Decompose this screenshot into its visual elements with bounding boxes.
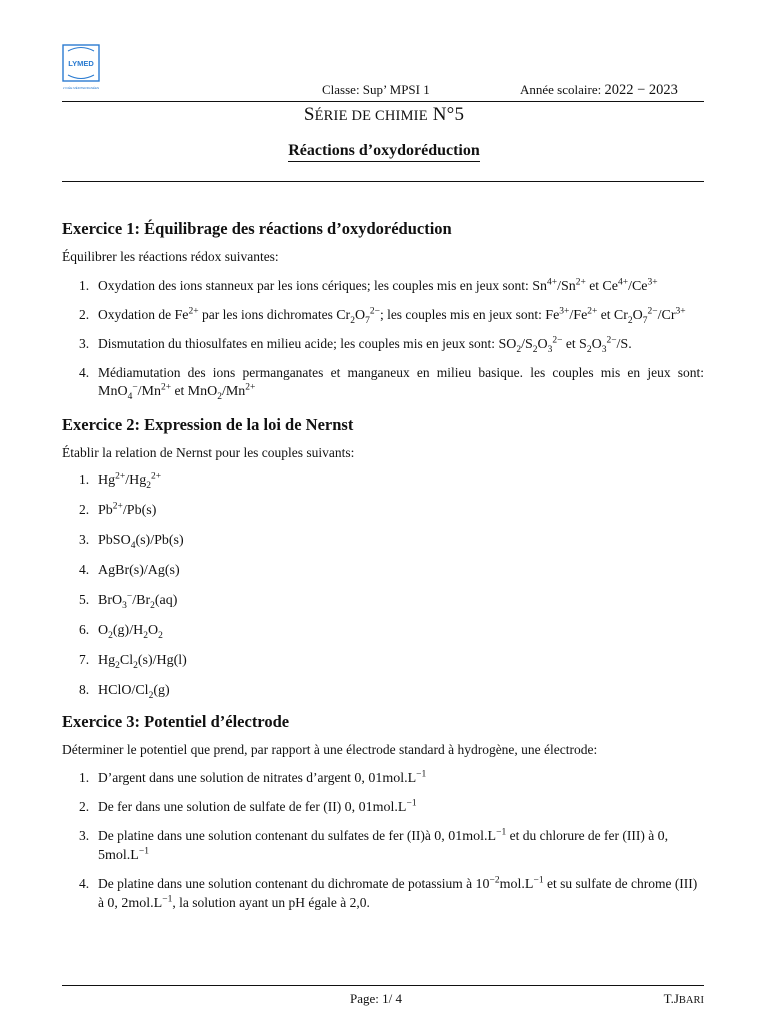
list-item: 2. Oxydation de $Fe^{2+}$ par les ions dichromates $Cr_2O_7^{2-}$; les couples mis en jeux sont: $Fe^{3+}/Fe^{2+}$ et $Cr_2O_7^{2-}/Cr^{3+}$ — [79, 306, 686, 326]
list-item: 3. De platine dans une solution contenant du sulfates de fer (II)à 0, $01mol.L^{-1}$ et du chlorure de fer (III) à 0, $5mol.L^{-1}$ — [79, 827, 669, 863]
school-logo — [62, 44, 100, 92]
logo-subtext: LYCÉE MÉDITERRANÉEN — [62, 86, 100, 90]
exercise-2-title: Exercice 2: Expression de la loi de Nernst — [62, 415, 354, 434]
exercise-3 — [62, 712, 704, 913]
school-year: Année scolaire: 2022 − 2023 — [520, 82, 678, 98]
list-item: 7. $Hg_2Cl_2(s)/Hg(l)$ — [79, 652, 187, 671]
list-item: 4. AgBr(s)/Ag(s) — [79, 562, 180, 578]
exercise-2-intro: Établir la relation de Nernst pour les couples suivants: — [62, 445, 355, 460]
header-rule — [62, 101, 704, 102]
exercise-3-intro: Déterminer le potentiel que prend, par rapport à une électrode standard à hydrogène, une électrode: — [62, 742, 598, 757]
page-number: Page: 1/ 4 — [350, 991, 402, 1006]
series-title: SÉRIE DE CHIMIE N°5 — [303, 104, 465, 125]
document-subtitle: Réactions d’oxydoréduction — [0, 142, 768, 160]
list-item: 8. HClO/$Cl_2(g)$ — [79, 682, 170, 701]
class-label: Classe: Sup’ MPSI 1 — [322, 82, 430, 97]
exercise-1 — [62, 219, 704, 401]
list-item: 5. $BrO_3^-/Br_2(aq)$ — [79, 591, 178, 611]
list-item: 4. Médiamutation des ions permanganates et manganeux en milieu basique. les couples mis en jeux sont: $MnO_4^-/Mn^{2+}$ et $MnO_2/Mn^{2+}$ — [79, 365, 704, 402]
author: T.JBARI — [663, 991, 704, 1006]
exercise-1-title: Exercice 1: Équilibrage des réactions d’oxydoréduction — [62, 219, 452, 238]
list-item: 2. $Pb^{2+}/Pb(s)$ — [79, 501, 157, 518]
exercise-3-title: Exercice 3: Potentiel d’électrode — [62, 712, 290, 731]
document-body — [62, 219, 704, 923]
title-rule — [62, 181, 704, 182]
exercise-1-intro: Équilibrer les réactions rédox suivantes: — [62, 249, 279, 264]
list-item: 2. De fer dans une solution de sulfate de fer (II) 0, $01mol.L^{-1}$ — [79, 798, 417, 815]
footer-rule — [62, 985, 704, 986]
list-item: 6. $O_2(g)/H_2O_2$ — [79, 622, 163, 641]
list-item: 3. Dismutation du thiosulfates en milieu acide; les couples mis en jeux sont: $SO_2/S_2O_3^{2-}$ et $S_2O_3^{2-}/S$. — [79, 335, 632, 355]
list-item: 4. De platine dans une solution contenant du dichromate de potassium à $10^{-2}mol.L^{-1}$ et su sulfate de chrome (III) à 0, $2mol.L^{-1}$, la solution ayant un pH égale à 2,0. — [79, 875, 698, 911]
list-item: 1. Oxydation des ions stanneux par les ions cériques; les couples mis en jeux sont: $Sn^{4+}/Sn^{2+}$ et $Ce^{4+}/Ce^{3+}$ — [79, 277, 658, 294]
list-item: 1. D’argent dans une solution de nitrates d’argent 0, $01mol.L^{-1}$ — [79, 769, 427, 786]
exercise-2 — [62, 415, 704, 700]
logo-text: LYMED — [68, 59, 94, 68]
list-item: 3. PbSO$_4$(s)/Pb(s) — [79, 532, 184, 551]
list-item: 1. $Hg^{2+}/Hg_2^{2+}$ — [79, 471, 162, 491]
